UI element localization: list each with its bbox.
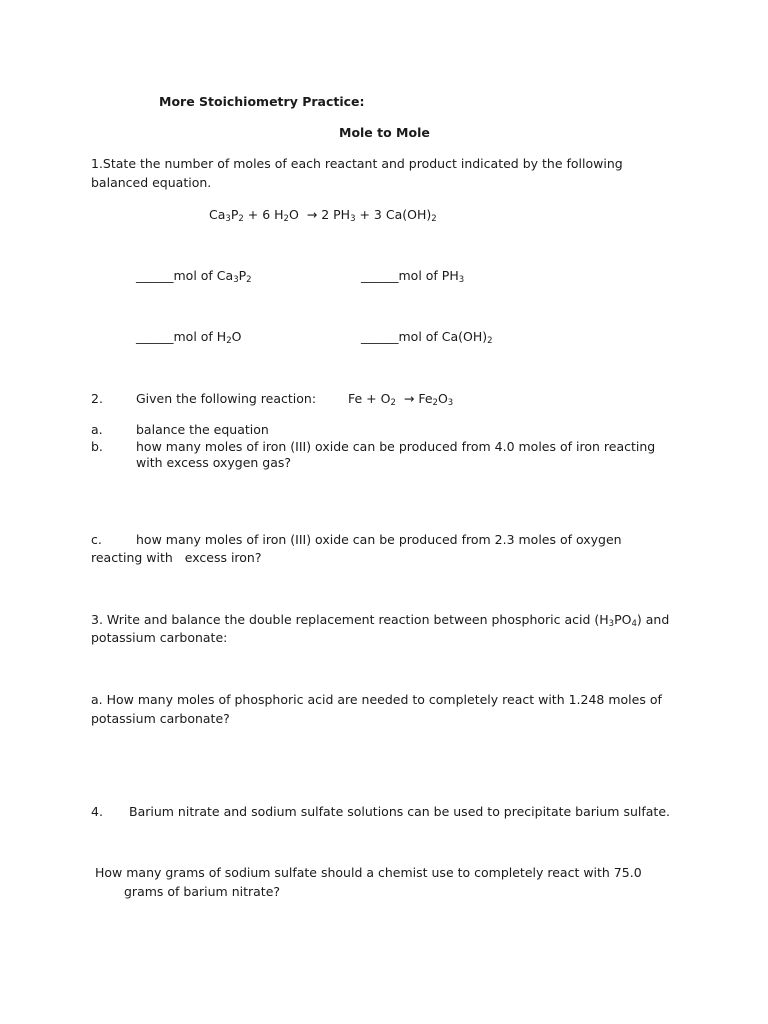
q3-line2: potassium carbonate: — [91, 630, 228, 645]
q4-question-line2: grams of barium nitrate? — [124, 884, 281, 899]
q2c-line2: reacting with excess iron? — [91, 550, 262, 565]
q1-text-line2: balanced equation. — [91, 175, 212, 190]
q2b-line2: with excess oxygen gas? — [136, 455, 292, 470]
answer-blank-ph3[interactable]: ______mol of $PH_3$ — [361, 268, 465, 285]
q2c-line1: how many moles of iron (III) oxide can be produced from 2.3 moles of oxygen — [136, 532, 622, 547]
q2b-letter: b. — [91, 439, 103, 454]
q2-number: 2. — [91, 391, 103, 406]
q4-text: Barium nitrate and sodium sulfate solutions can be used to precipitate barium sulfate. — [129, 804, 670, 819]
q2-prompt: Given the following reaction: — [136, 391, 317, 406]
q1-equation: $Ca_3P_2 + 6$ $H_2O \to 2$ $PH_3 + 3$ $Ca(OH)_2$ — [209, 207, 437, 224]
q4-question-line1: How many grams of sodium sulfate should a chemist use to completely react with 75.0 — [95, 865, 642, 880]
reaction-arrow-icon: → — [403, 391, 415, 406]
answer-blank-caoh2[interactable]: ______mol of $Ca(OH)_2$ — [361, 329, 493, 346]
q2b-line1: how many moles of iron (III) oxide can be produced from 4.0 moles of iron reacting — [136, 439, 656, 454]
q3-line1: 3. Write and balance the double replacement reaction between phosphoric acid $(H_3PO_4)$ and — [91, 612, 670, 629]
q3a-line2: potassium carbonate? — [91, 711, 230, 726]
q1-text-line1: 1.State the number of moles of each reactant and product indicated by the following — [91, 156, 623, 171]
answer-blank-ca3p2[interactable]: ______mol of $Ca_3P_2$ — [136, 268, 252, 285]
q2-equation: $Fe + O_2 \to Fe_2O_3$ — [348, 391, 454, 408]
q2a-text: balance the equation — [136, 422, 269, 437]
q3a-line1: a. How many moles of phosphoric acid are needed to completely react with 1.248 moles of — [91, 692, 662, 707]
q4-number: 4. — [91, 804, 103, 819]
q2c-letter: c. — [91, 532, 102, 547]
answer-blank-h2o[interactable]: ______mol of $H_2O$ — [136, 329, 242, 346]
q2a-letter: a. — [91, 422, 103, 437]
page-title: More Stoichiometry Practice: — [159, 94, 365, 109]
reaction-arrow-icon: → — [306, 207, 318, 222]
section-heading: Mole to Mole — [339, 125, 430, 140]
